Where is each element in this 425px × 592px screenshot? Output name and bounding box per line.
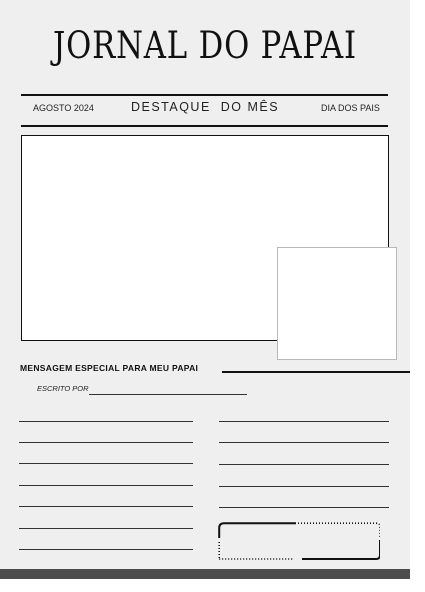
newspaper-title: JORNAL DO PAPAI (52, 24, 357, 67)
footer-bar (0, 569, 410, 579)
message-title-rule (222, 371, 410, 373)
signature-note-box[interactable] (218, 522, 380, 560)
writing-line-right-4[interactable] (219, 486, 389, 487)
writing-line-right-2[interactable] (219, 442, 389, 443)
issue-bar-bottom-rule (21, 125, 388, 127)
writing-line-right-1[interactable] (219, 421, 389, 422)
issue-bar-top-rule (21, 94, 388, 96)
written-by-label: ESCRITO POR (37, 384, 89, 393)
written-by-line[interactable] (89, 394, 247, 395)
writing-line-right-3[interactable] (219, 464, 389, 465)
issue-section: DESTAQUE DO MÊS (130, 100, 280, 114)
writing-line-left-4[interactable] (19, 485, 193, 486)
writing-line-left-3[interactable] (19, 463, 193, 464)
issue-edition: DIA DOS PAIS (321, 103, 380, 113)
writing-line-left-2[interactable] (19, 442, 193, 443)
secondary-photo-frame[interactable] (277, 247, 397, 360)
writing-line-left-1[interactable] (19, 421, 193, 422)
writing-line-left-5[interactable] (19, 506, 193, 507)
writing-line-left-6[interactable] (19, 528, 193, 529)
issue-date: AGOSTO 2024 (33, 103, 94, 113)
message-section-title: MENSAGEM ESPECIAL PARA MEU PAPAI (20, 363, 199, 373)
writing-line-right-5[interactable] (219, 507, 389, 508)
writing-line-left-7[interactable] (19, 549, 193, 550)
